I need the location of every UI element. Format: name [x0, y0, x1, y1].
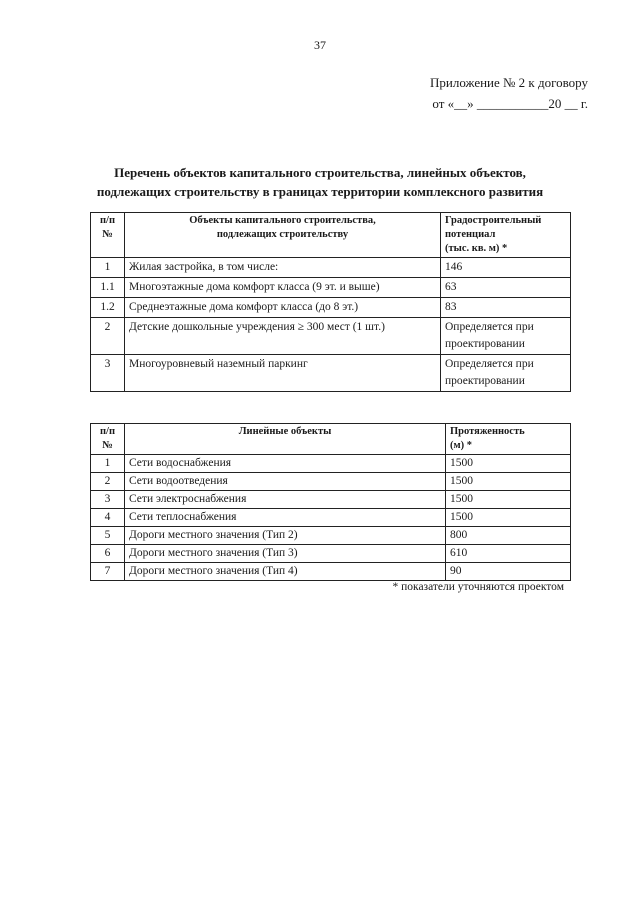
row-num: 2 — [91, 473, 125, 491]
table-row — [91, 563, 571, 581]
table-row — [91, 278, 571, 298]
header-objects — [125, 213, 441, 258]
table-row — [91, 509, 571, 527]
footnote: * показатели уточняются проектом — [392, 581, 564, 593]
row-num: 6 — [91, 545, 125, 563]
row-name: Жилая застройка, в том числе: — [125, 258, 441, 278]
row-value: 610 — [446, 545, 571, 563]
row-value-line-1: Определяется при — [445, 321, 534, 333]
header-length-line-1: Протяженность — [450, 426, 525, 437]
table-row — [91, 298, 571, 318]
row-value — [441, 318, 571, 355]
header-num-line-1: п/п — [99, 426, 116, 437]
header-potential-line-3: (тыс. кв. м) * — [445, 243, 508, 254]
table-row — [91, 473, 571, 491]
row-name: Дороги местного значения (Тип 2) — [125, 527, 446, 545]
row-num: 5 — [91, 527, 125, 545]
row-value-line-1: Определяется при — [445, 358, 534, 370]
table-row — [91, 545, 571, 563]
row-num: 1 — [91, 455, 125, 473]
row-name: Многоуровневый наземный паркинг — [125, 355, 441, 392]
row-name: Сети водоотведения — [125, 473, 446, 491]
header-num-line-2: № — [102, 440, 113, 451]
row-num: 4 — [91, 509, 125, 527]
row-name: Детские дошкольные учреждения ≥ 300 мест (1 шт.) — [125, 318, 441, 355]
header-objects-line-1: Объекты капитального строительства, — [189, 215, 376, 226]
row-num: 2 — [91, 318, 125, 355]
table-row — [91, 258, 571, 278]
header-potential-line-2: потенциал — [445, 229, 496, 240]
row-value: 63 — [441, 278, 571, 298]
header-num-line-2: № — [102, 229, 113, 240]
row-value-line-2: проектировании — [445, 338, 525, 350]
document-title — [40, 163, 600, 201]
table-row — [91, 455, 571, 473]
header-num — [91, 213, 125, 258]
header-objects-line-2: подлежащих строительству — [216, 229, 349, 240]
row-name: Среднеэтажные дома комфорт класса (до 8 эт.) — [125, 298, 441, 318]
appendix-line-2: от «__» ___________20 __ г. — [432, 96, 588, 111]
table-row — [91, 491, 571, 509]
table-row — [91, 527, 571, 545]
appendix-line-1: Приложение № 2 к договору — [430, 75, 588, 90]
table-header-row — [91, 213, 571, 258]
row-num: 3 — [91, 355, 125, 392]
row-name: Сети электроснабжения — [125, 491, 446, 509]
row-value: 83 — [441, 298, 571, 318]
row-value: 1500 — [446, 455, 571, 473]
header-length — [446, 424, 571, 455]
page-number: 37 — [314, 38, 326, 52]
title-line-1: Перечень объектов капитального строительства, линейных объектов, — [114, 165, 526, 180]
header-length-line-2: (м) * — [450, 440, 473, 451]
header-num — [91, 424, 125, 455]
row-value: 1500 — [446, 509, 571, 527]
row-value: 90 — [446, 563, 571, 581]
header-potential — [441, 213, 571, 258]
header-num-line-1: п/п — [99, 215, 116, 226]
row-value: 1500 — [446, 473, 571, 491]
table-row — [91, 318, 571, 355]
row-value: 146 — [441, 258, 571, 278]
table-header-row — [91, 424, 571, 455]
table-row — [91, 355, 571, 392]
appendix-header — [430, 72, 588, 114]
row-value — [441, 355, 571, 392]
row-num: 1.1 — [91, 278, 125, 298]
row-value: 800 — [446, 527, 571, 545]
row-value: 1500 — [446, 491, 571, 509]
header-linear-objects: Линейные объекты — [125, 424, 446, 455]
row-num: 1 — [91, 258, 125, 278]
row-num: 3 — [91, 491, 125, 509]
row-name: Дороги местного значения (Тип 3) — [125, 545, 446, 563]
capital-objects-table — [90, 212, 571, 392]
row-name: Сети водоснабжения — [125, 455, 446, 473]
row-num: 1.2 — [91, 298, 125, 318]
row-name: Дороги местного значения (Тип 4) — [125, 563, 446, 581]
row-value-line-2: проектировании — [445, 375, 525, 387]
row-name: Сети теплоснабжения — [125, 509, 446, 527]
row-num: 7 — [91, 563, 125, 581]
title-line-2: подлежащих строительству в границах территории комплексного развития — [96, 184, 544, 199]
row-name: Многоэтажные дома комфорт класса (9 эт. и выше) — [125, 278, 441, 298]
header-potential-line-1: Градостроительный — [445, 215, 542, 226]
linear-objects-table — [90, 423, 571, 581]
